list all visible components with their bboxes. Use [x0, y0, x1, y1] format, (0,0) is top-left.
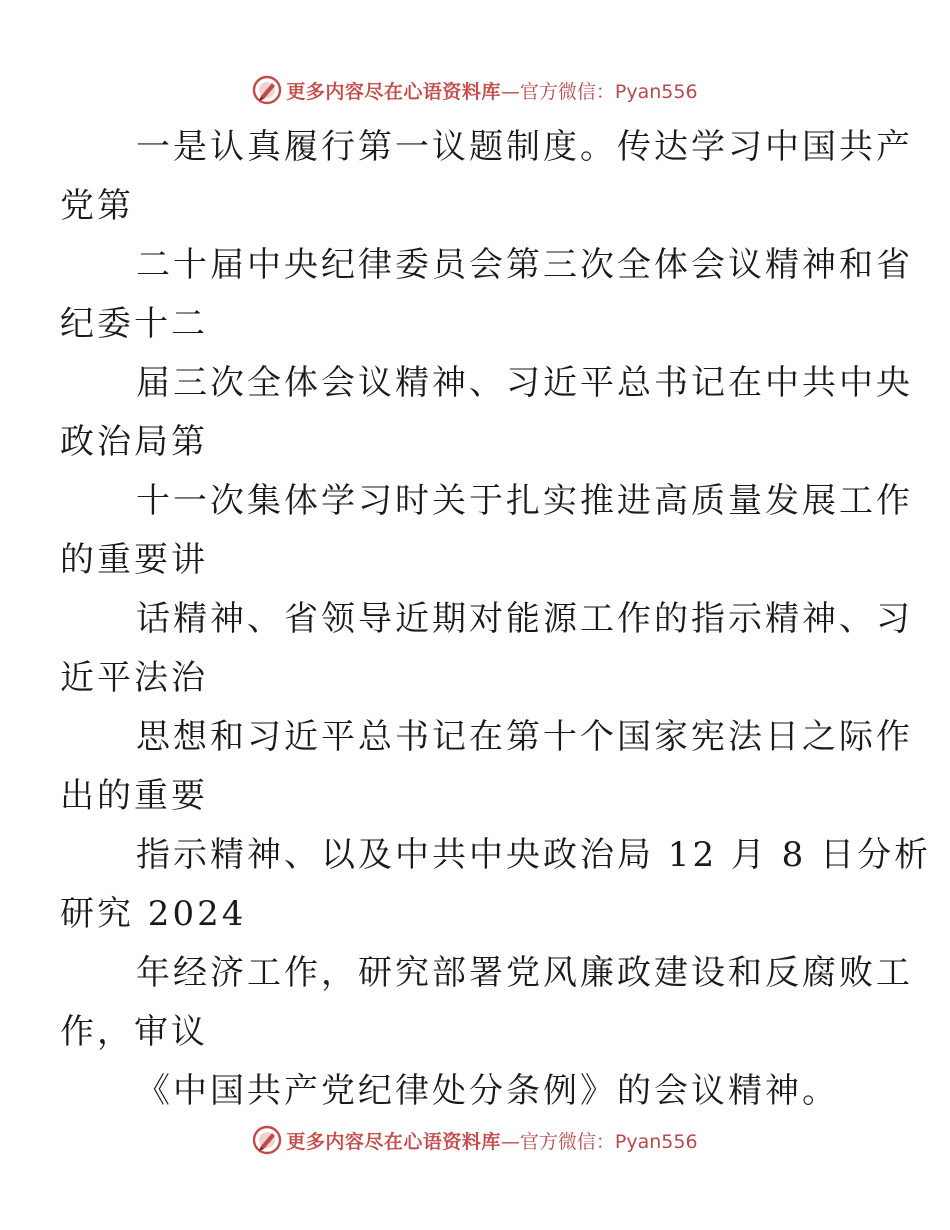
paragraph-line: 《中国共产党纪律处分条例》的会议精神。	[136, 1071, 839, 1111]
paragraph-line: 党第	[60, 186, 134, 226]
paragraph-line: 作，审议	[60, 1012, 208, 1052]
paragraph-line: 二十届中央纪律委员会第三次全体会议精神和省	[136, 245, 913, 285]
paragraph-line: 十一次集体学习时关于扎实推进高质量发展工作	[136, 481, 913, 521]
paragraph-line: 届三次全体会议精神、习近平总书记在中共中央	[136, 363, 913, 403]
paragraph	[98, 1062, 850, 1121]
paragraph-line: 政治局第	[60, 422, 208, 462]
pen-logo-icon	[252, 1125, 282, 1155]
paragraph-line: 研究 2024	[60, 894, 247, 934]
header-watermark	[0, 70, 950, 110]
paragraph	[60, 590, 913, 708]
paragraph-line: 话精神、省领导近期对能源工作的指示精神、习	[136, 599, 913, 639]
paragraph	[60, 472, 913, 590]
paragraph	[60, 944, 913, 1062]
paragraph	[60, 708, 913, 826]
pen-logo-icon	[252, 75, 282, 105]
footer-watermark	[0, 1120, 950, 1160]
paragraph	[60, 354, 913, 472]
paragraph-line: 近平法治	[60, 658, 208, 698]
paragraph-line: 一是认真履行第一议题制度。传达学习中国共产	[136, 127, 913, 167]
paragraph-line: 思想和习近平总书记在第十个国家宪法日之际作	[136, 717, 913, 757]
paragraph-line: 出的重要	[60, 776, 208, 816]
paragraph	[60, 236, 913, 354]
paragraph-line: 年经济工作，研究部署党风廉政建设和反腐败工	[136, 953, 913, 993]
watermark-wechat-text: —官方微信：Pyan556	[500, 1130, 698, 1153]
paragraph	[60, 826, 932, 944]
watermark-lead-text: 更多内容尽在心语资料库	[286, 80, 501, 103]
paragraph-line: 的重要讲	[60, 540, 208, 580]
document-body	[60, 118, 932, 1121]
paragraph-line: 纪委十二	[60, 304, 208, 344]
paragraph	[60, 118, 913, 236]
paragraph-line: 指示精神、以及中共中央政治局 12 月 8 日分析	[136, 835, 932, 875]
watermark-wechat-text: —官方微信：Pyan556	[500, 80, 698, 103]
watermark-lead-text: 更多内容尽在心语资料库	[286, 1130, 501, 1153]
